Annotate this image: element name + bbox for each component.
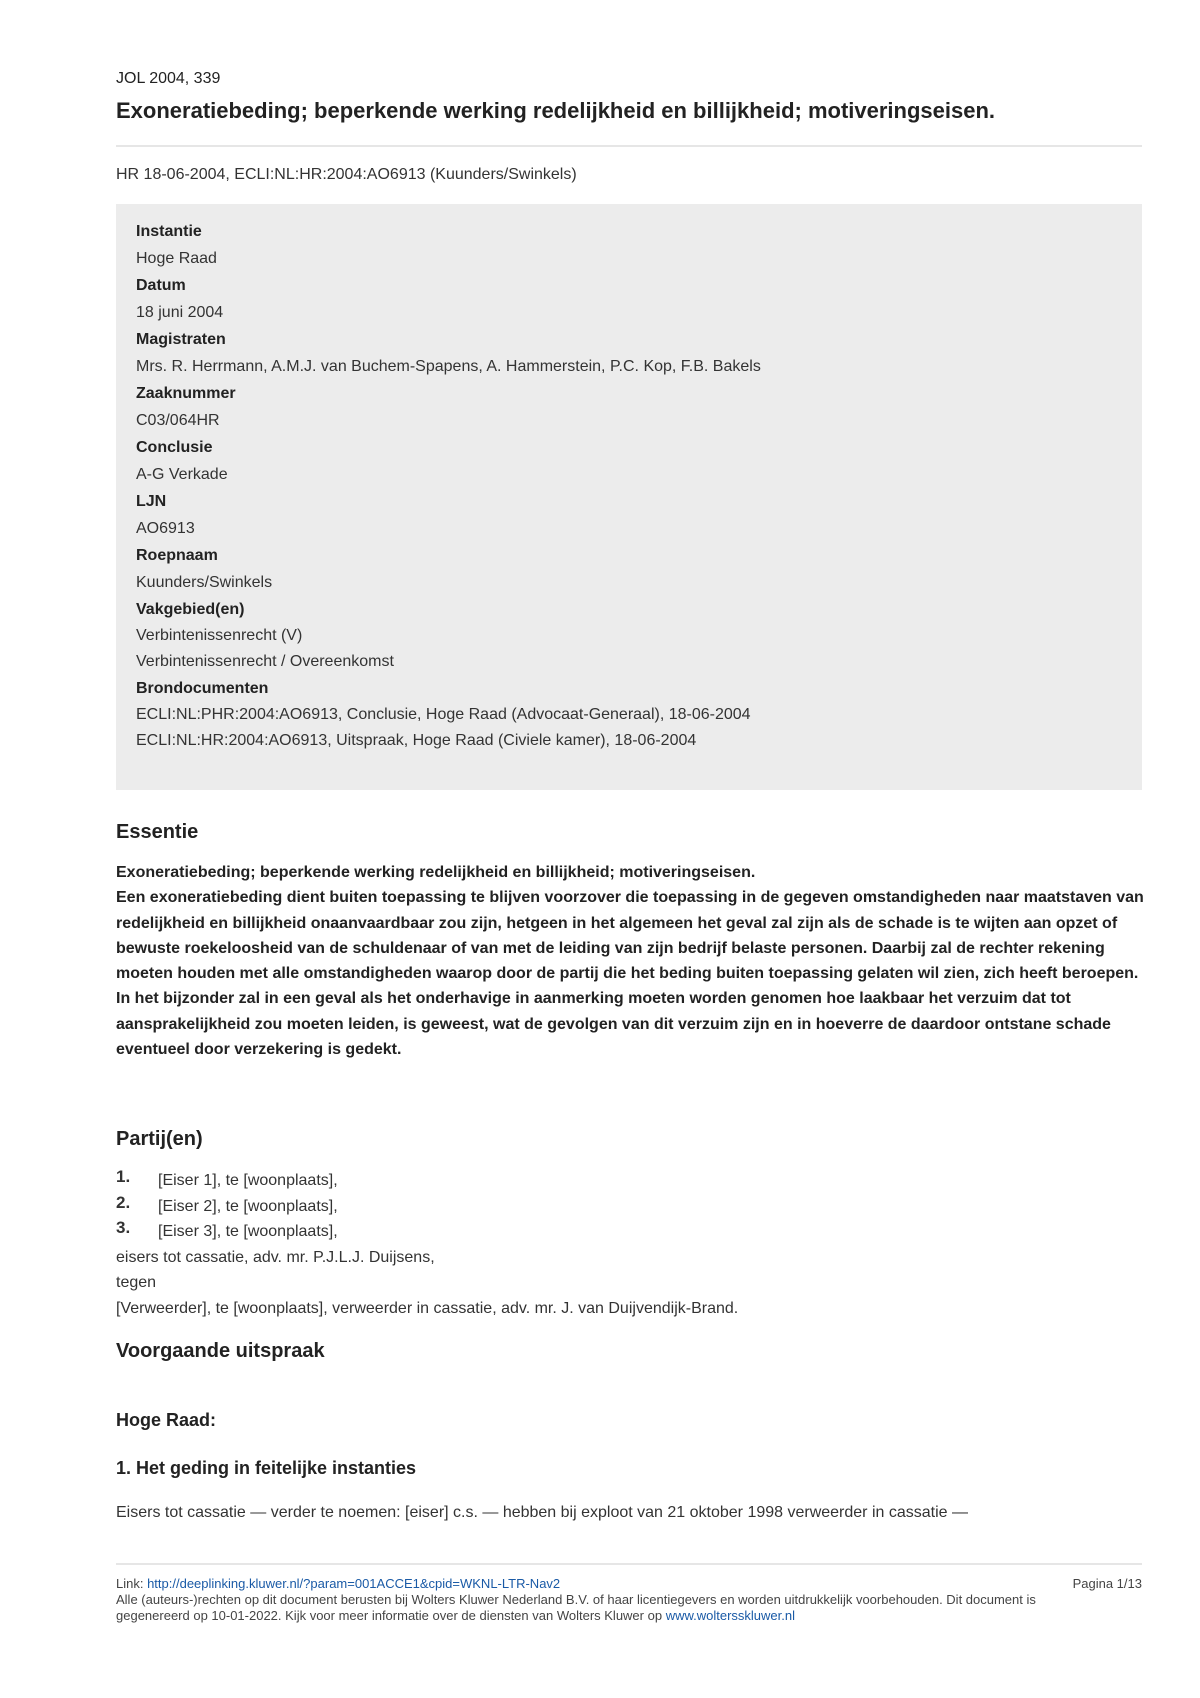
roepnaam-label: Roepnaam bbox=[136, 547, 218, 564]
body-paragraph: Eisers tot cassatie — verder te noemen: [eiser] c.s. — hebben bij exploot van 21 oktober 1998 verweerder in cassatie — bbox=[116, 1504, 968, 1521]
partij-line: [Verweerder], te [woonplaats], verweerder in cassatie, adv. mr. J. van Duijvendijk-Brand. bbox=[116, 1299, 739, 1317]
ljn-value: AO6913 bbox=[136, 520, 195, 537]
list-text: [Eiser 3], te [woonplaats], bbox=[158, 1223, 338, 1240]
list-number: 1. bbox=[116, 1167, 131, 1186]
metadata-panel bbox=[116, 204, 1142, 790]
list-text: [Eiser 1], te [woonplaats], bbox=[158, 1172, 338, 1189]
partijen-list bbox=[116, 1168, 1142, 1321]
instantie-label: Instantie bbox=[136, 223, 202, 240]
brondocument-link[interactable]: ECLI:NL:PHR:2004:AO6913, Conclusie, Hoge Raad (Advocaat-Generaal), 18-06-2004 bbox=[136, 706, 751, 723]
zaaknummer-value: C03/064HR bbox=[136, 412, 220, 429]
voorgaande-heading: Voorgaande uitspraak bbox=[116, 1340, 325, 1362]
zaaknummer-label: Zaaknummer bbox=[136, 385, 236, 402]
list-item bbox=[116, 1219, 1142, 1245]
rights-text: Alle (auteurs-)rechten op dit document berusten bij Wolters Kluwer Nederland B.V. of haar licentiegevers en worden uitdrukkelijk voorbehouden. Dit document is gegenereerd op 10-01-2022. Kijk voor meer informatie over de diensten van Wolters Kluwer op bbox=[116, 1592, 1036, 1623]
court-heading: Hoge Raad: bbox=[116, 1410, 217, 1430]
list-number: 2. bbox=[116, 1192, 131, 1212]
partij-line: eisers tot cassatie, adv. mr. P.J.L.J. Duijsens, bbox=[116, 1248, 435, 1266]
datum-label: Datum bbox=[136, 277, 186, 294]
footer-link-line bbox=[116, 1576, 1142, 1592]
conclusie-value: A-G Verkade bbox=[136, 466, 228, 483]
conclusie-label: Conclusie bbox=[136, 439, 213, 456]
rights-notice bbox=[116, 1592, 1036, 1624]
magistraten-value: Mrs. R. Herrmann, A.M.J. van Buchem-Spapens, A. Hammerstein, P.C. Kop, F.B. Bakels bbox=[136, 358, 761, 375]
page-number: Pagina 1/13 bbox=[1072, 1576, 1142, 1591]
list-text: [Eiser 2], te [woonplaats], bbox=[158, 1197, 338, 1215]
magistraten-label: Magistraten bbox=[136, 331, 226, 348]
list-item bbox=[116, 1194, 1142, 1220]
datum-value: 18 juni 2004 bbox=[136, 304, 224, 321]
instantie-value: Hoge Raad bbox=[136, 250, 217, 267]
essentie-lead: Exoneratiebeding; beperkende werking redelijkheid en billijkheid; motiveringseisen. bbox=[116, 864, 756, 881]
website-link[interactable]: www.woltersskluwer.nl bbox=[665, 1608, 796, 1623]
essentie-heading: Essentie bbox=[116, 821, 199, 843]
divider bbox=[116, 145, 1142, 147]
partij-line: tegen bbox=[116, 1274, 157, 1291]
deeplink[interactable]: http://deeplinking.kluwer.nl/?param=001ACCE1&cpid=WKNL-LTR-Nav2 bbox=[147, 1576, 561, 1591]
essentie-text bbox=[116, 860, 1146, 1062]
list-number: 3. bbox=[116, 1218, 131, 1237]
source-reference: JOL 2004, 339 bbox=[116, 70, 221, 87]
partijen-heading: Partij(en) bbox=[116, 1128, 203, 1150]
link-label: Link: bbox=[116, 1576, 148, 1591]
list-item bbox=[116, 1168, 1142, 1194]
ljn-label: LJN bbox=[136, 493, 167, 510]
footer-divider bbox=[116, 1563, 1142, 1565]
vakgebied-value: Verbintenissenrecht / Overeenkomst bbox=[136, 653, 394, 670]
essentie-body: Een exoneratiebeding dient buiten toepassing te blijven voorzover die toepassing in de gegeven omstandigheden naar maatstaven van redelijkheid en billijkheid onaanvaardbaar zou zijn, hetgeen in het algemeen het geval zal zijn als de schade is te wijten aan opzet of bewuste roekeloosheid van de schuldenaar of van met de leiding van zijn bedrijf belaste personen. Daarbij zal de rechter rekening moeten houden met alle omstandigheden waarop door de partij die het beding buiten toepassing gelaten wil zien, zich heeft beroepen. In het bijzonder zal in een geval als het onderhavige in aanmerking moeten worden genomen hoe laakbaar het verzuim dat tot aansprakelijkheid zou moeten leiden, is geweest, wat de gevolgen van dit verzuim zijn en in hoeverre de daardoor ontstane schade eventueel door verzekering is gedekt. bbox=[116, 889, 1144, 1059]
roepnaam-value: Kuunders/Swinkels bbox=[136, 574, 273, 591]
vakgebied-label: Vakgebied(en) bbox=[136, 601, 245, 618]
document-title: Exoneratiebeding; beperkende werking redelijkheid en billijkheid; motiveringseisen. bbox=[116, 98, 996, 123]
vakgebied-value: Verbintenissenrecht (V) bbox=[136, 627, 303, 644]
brondocument-link[interactable]: ECLI:NL:HR:2004:AO6913, Uitspraak, Hoge Raad (Civiele kamer), 18-06-2004 bbox=[136, 732, 697, 749]
page-footer bbox=[116, 1576, 1142, 1624]
section-heading: 1. Het geding in feitelijke instanties bbox=[116, 1458, 417, 1478]
case-reference: HR 18-06-2004, ECLI:NL:HR:2004:AO6913 (Kuunders/Swinkels) bbox=[116, 166, 577, 183]
brondocumenten-label: Brondocumenten bbox=[136, 680, 269, 697]
